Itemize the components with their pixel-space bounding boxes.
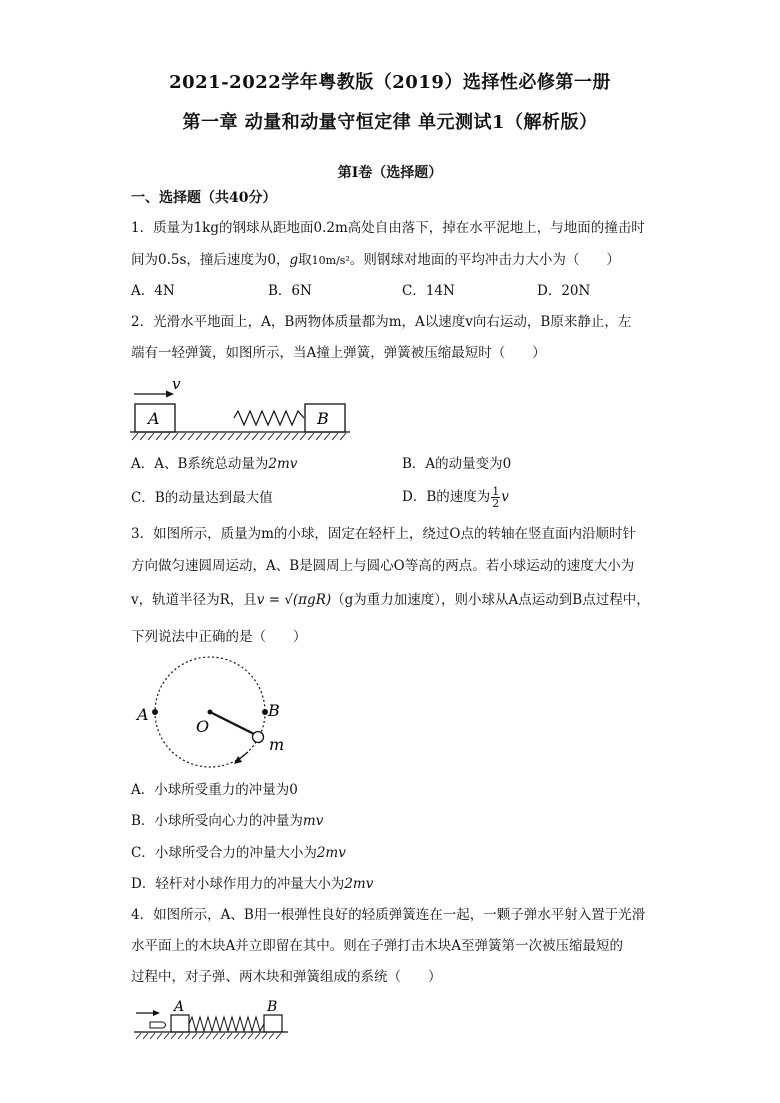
- q3-label-m: m: [269, 735, 285, 754]
- section-heading: 一、选择题（共40分）: [131, 190, 277, 206]
- q1-option-c: C．14N: [402, 283, 455, 299]
- q3-speed-formula: v = √(πgR): [256, 592, 332, 608]
- q2-v-label: v: [172, 375, 181, 393]
- q4-line-1: 4．如图所示，A、B用一根弹性良好的轻质弹簧连在一起，一颗子弹水平射入置于光滑: [131, 907, 646, 923]
- q2-option-a-text: A．A、B系统总动量为: [131, 456, 269, 472]
- ground-hatch: [132, 433, 346, 440]
- q3-line-1: 3．如图所示，质量为m的小球，固定在轻杆上，绕过O点的转轴在竖直面内沿顺时针: [131, 526, 636, 542]
- q2-option-b: B．A的动量变为0: [402, 456, 512, 472]
- title-line-1: 2021-2022学年粤教版（2019）选择性必修第一册: [169, 72, 611, 93]
- block-a: [171, 1015, 189, 1032]
- q3-figure: [130, 652, 290, 774]
- q3-line-3-a: v，轨道半径为R，且: [131, 592, 257, 608]
- q2-option-d-var: v: [501, 489, 509, 505]
- q3-label-a: A: [137, 705, 149, 724]
- q1-option-b: B．6N: [268, 283, 312, 299]
- q1-option-a: A．4N: [131, 283, 175, 299]
- q1-unit: 10m/s²: [311, 254, 350, 267]
- q3-option-d: [131, 874, 373, 894]
- ground-hatch: [136, 1033, 281, 1039]
- q1-option-d: D．20N: [537, 283, 591, 299]
- q4-label-b: B: [267, 999, 278, 1015]
- q4-line-3: 过程中，对子弹、两木块和弹簧组成的系统（ ）: [131, 969, 442, 985]
- point-a: [152, 709, 158, 715]
- bullet-arrowhead: [153, 1010, 160, 1016]
- q1-line-2: [131, 250, 620, 271]
- q3-line-2: 方向做匀速圆周运动，A、B是圆周上与圆心O等高的两点。若小球运动的速度大小为: [131, 558, 635, 574]
- bullet: [150, 1022, 166, 1028]
- volume-heading: 第Ⅰ卷（选择题）: [337, 165, 443, 181]
- q1-line-1: 1．质量为1kg的钢球从距地面0.2m高处自由落下，掉在水平泥地上，与地面的撞击时: [131, 220, 645, 236]
- q2-line-2: 端有一轻弹簧，如图所示，当A撞上弹簧，弹簧被压缩最短时（ ）: [131, 345, 546, 361]
- q2-figure: [128, 372, 353, 442]
- q3-option-b-text: B．小球所受向心力的冲量为: [131, 813, 303, 829]
- block-b: [264, 1015, 282, 1032]
- q3-option-c: [131, 843, 346, 863]
- q2-option-c: C．B的动量达到最大值: [131, 490, 273, 506]
- q2-block-b-label: B: [317, 409, 329, 428]
- q3-line-3-b: （g为重力加速度），则小球从A点运动到B点过程中，: [331, 592, 650, 608]
- ball: [253, 732, 264, 743]
- q2-option-a: [131, 454, 297, 474]
- q4-figure: [130, 996, 290, 1042]
- title-line-2: 第一章 动量和动量守恒定律 单元测试1（解析版）: [182, 112, 598, 133]
- q1-text-c: 。则钢球对地面的平均冲击力大小为（ ）: [349, 252, 620, 268]
- q1-g-symbol: g: [289, 252, 299, 268]
- q3-option-d-math: 2mv: [344, 876, 374, 892]
- q3-option-c-text: C．小球所受合力的冲量大小为: [131, 845, 317, 861]
- rod: [210, 712, 254, 734]
- q3-label-b: B: [268, 701, 280, 720]
- q3-option-b-math: mv: [302, 813, 324, 829]
- q4-line-2: 水平面上的木块A并立即留在其中。则在子弹打击木块A至弹簧第一次被压缩最短的: [131, 938, 623, 954]
- q3-option-a: A．小球所受重力的冲量为0: [131, 782, 298, 798]
- q2-option-a-math: 2mv: [268, 456, 298, 472]
- q3-option-d-text: D．轻杆对小球作用力的冲量大小为: [131, 876, 345, 892]
- q3-line-4: 下列说法中正确的是（ ）: [131, 629, 307, 645]
- q1-text-b: 取: [298, 252, 312, 268]
- q3-option-c-math: 2mv: [316, 845, 346, 861]
- q3-label-o: O: [196, 717, 210, 736]
- fraction-denominator: 2: [492, 497, 500, 510]
- q3-option-b: [131, 811, 323, 831]
- fraction-one-half: [491, 486, 500, 509]
- spring: [234, 411, 304, 425]
- q3-line-3: [131, 590, 650, 610]
- q1-text-a: 间为0.5s，撞后速度为0，: [131, 252, 290, 268]
- fraction-numerator: 1: [492, 485, 500, 498]
- q4-label-a: A: [174, 999, 185, 1015]
- q2-option-d: [402, 483, 509, 511]
- spring: [189, 1017, 264, 1031]
- q2-option-d-text: D．B的速度为: [402, 489, 491, 505]
- q2-line-1: 2．光滑水平地面上，A，B两物体质量都为m，A以速度v向右运动，B原来静止，左: [131, 314, 632, 330]
- q2-block-a-label: A: [148, 409, 160, 428]
